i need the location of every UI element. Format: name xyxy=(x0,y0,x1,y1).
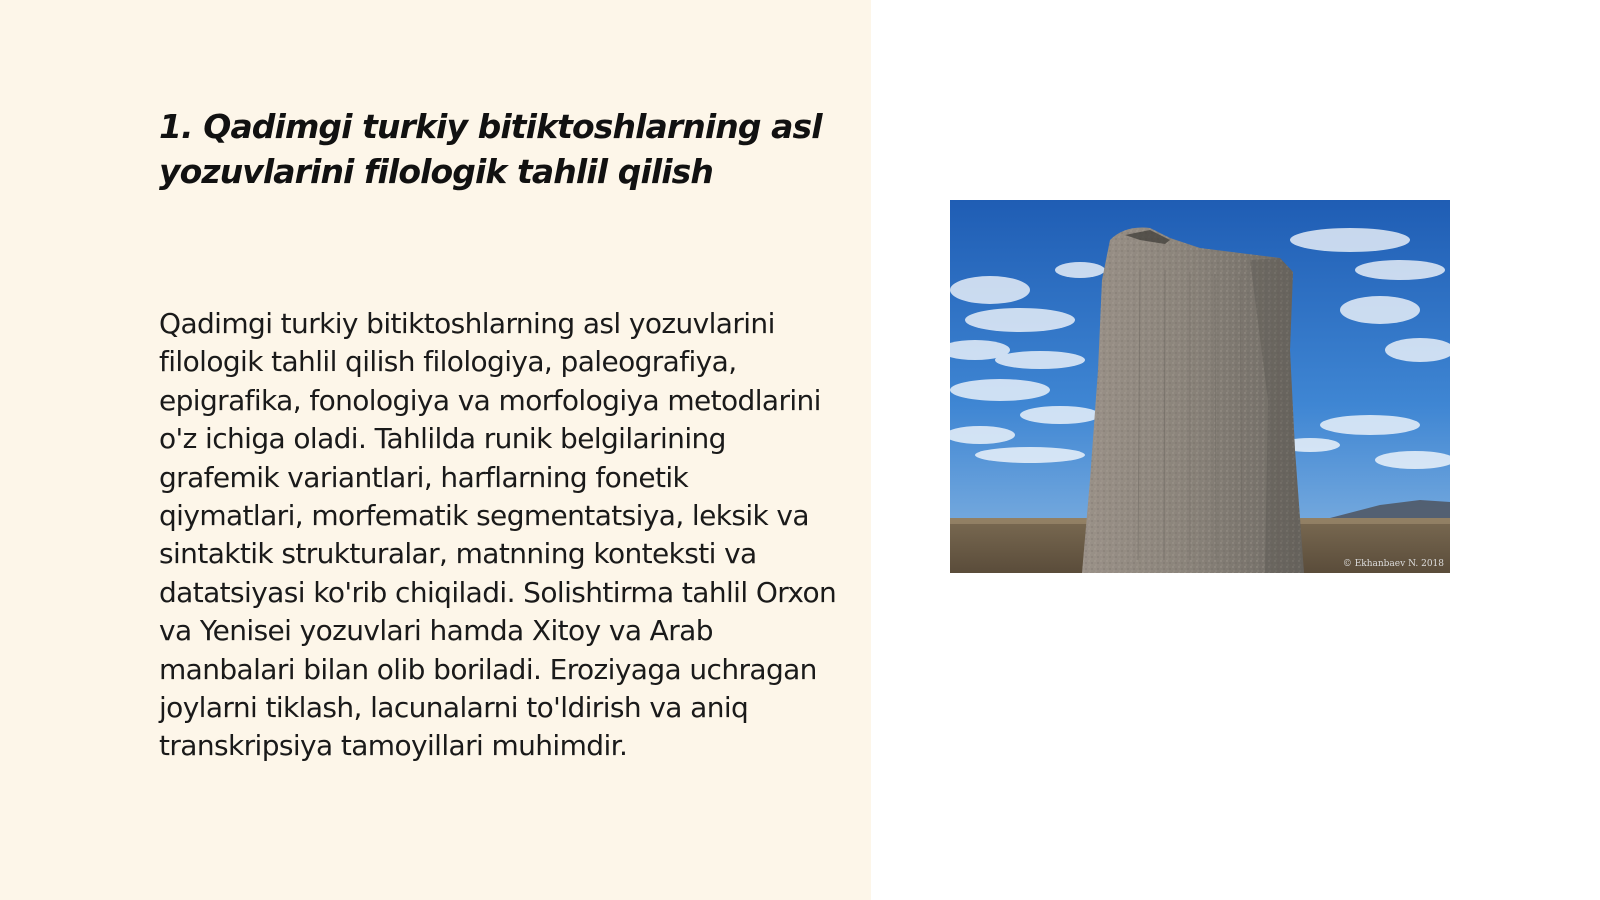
stele-photo-illustration xyxy=(950,200,1450,573)
stele-photo xyxy=(950,200,1450,573)
slide-body-text: Qadimgi turkiy bitiktoshlarning asl yozuvlarini filologik tahlil qilish filologiya, paleografiya, epigrafika, fonologiya va morfologiya metodlarini o'z ichiga oladi. Tahlilda runik belgilarining grafemik variantlari, harflarning fonetik qiymatlari, morfematik segmentatsiya, leksik va sintaktik strukturalar, matnning konteksti va datatsiyasi ko'rib chiqiladi. Solishtirma tahlil Orxon va Yenisei yozuvlari hamda Xitoy va Arab manbalari bilan olib boriladi. Eroziyaga uchragan joylarni tiklash, lacunalarni to'ldirish va aniq transkripsiya tamoyillari muhimdir. xyxy=(159,307,837,763)
slide-title: 1. Qadimgi turkiy bitiktoshlarning asl yozuvlarini filologik tahlil qilish xyxy=(159,107,822,191)
photo-credit: © Ekhanbaev N. 2018 xyxy=(1342,559,1444,569)
